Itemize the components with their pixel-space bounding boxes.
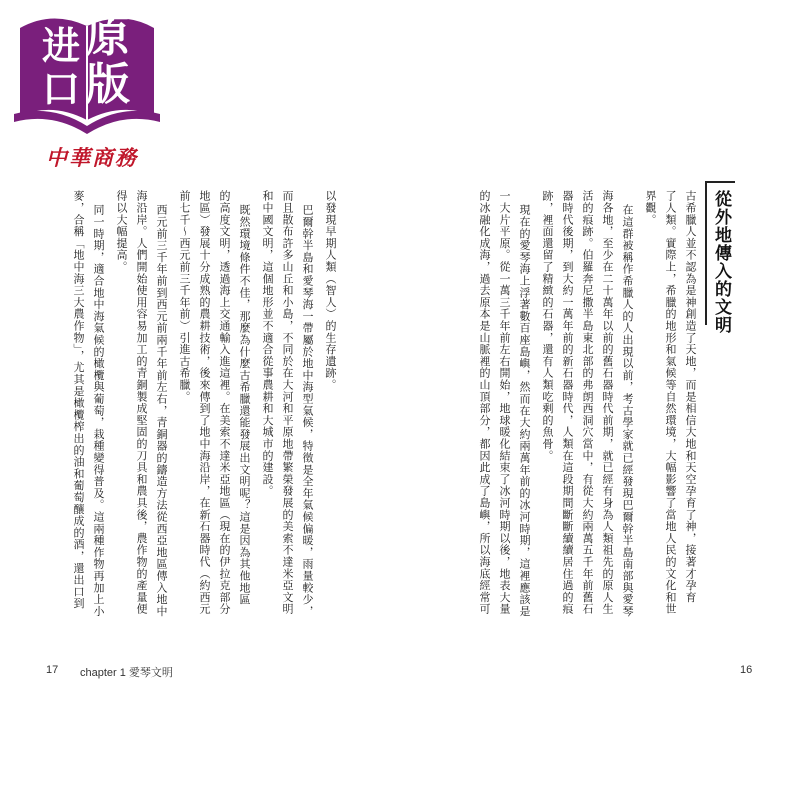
text-column: 海沿岸。人們開始使用容易加工的青銅製成堅固的刀具和農具後，農作物的產量便 <box>135 190 148 615</box>
text-column: 一大片平原。從一萬三千年前左右開始，地球暖化結束了冰河時期以後，地表大量 <box>498 190 511 615</box>
text-column: 以發現早期人類（智人）的生存遺跡。 <box>324 190 337 391</box>
running-head: chapter 1 愛琴文明 <box>80 667 173 679</box>
text-column: 器時代後期，到大約一萬年前的新石器時代，人類在這段期間斷斷續續居住過的痕 <box>561 190 574 615</box>
text-column: 西元前三千年前到西元前兩千年前左右，青銅器的鑄造方法從西亞地區傳入地中 <box>155 204 168 617</box>
text-column: 和中國文明，這個地形並不適合從事農耕和大城市的建設。 <box>261 190 274 497</box>
text-column: 海各地，至少在二十萬年以前的舊石器時代前期，就已經有身為人類祖先的原人生 <box>601 190 614 615</box>
text-column: 得以大幅提高。 <box>115 190 128 273</box>
publisher-mark: 中華商務 <box>46 145 138 170</box>
badge-char-1: 进 <box>42 24 81 68</box>
text-column: 了人類。實際上，希臘的地形和氣候等自然環境，大幅影響了當地人民的文化和世 <box>664 190 677 615</box>
text-column: 既然環境條件不佳，那麼為什麼古希臘還能發展出文明呢？這是因為其他地區 <box>238 204 251 606</box>
text-column: 巴爾幹半島和愛琴海一帶屬於地中海型氣候，特徵是全年氣候偏暖，雨量較少， <box>301 204 314 617</box>
text-column: 界觀。 <box>644 190 657 226</box>
text-column: 跡，裡面還留了精緻的石器，還有人類吃剩的魚骨。 <box>541 190 554 462</box>
section-heading: 從外地傳入的文明 <box>711 190 731 334</box>
badge-char-2: 口 <box>42 67 81 111</box>
import-original-edition-badge <box>12 4 162 172</box>
text-column: 而且散布許多山丘和小島，不同於在大河和平原地帶繁榮發展的美索不達米亞文明 <box>281 190 294 615</box>
page-number-right: 16 <box>740 664 753 676</box>
text-column: 同一時期，適合地中海氣候的橄欖與葡萄，栽種變得普及。這兩種作物再加上小 <box>92 204 105 617</box>
text-column: 的冰融化成海，過去原本是山脈裡的山頂部分，都因此成了島嶼，所以海底經常可 <box>478 190 491 615</box>
text-column: 地區）發展十分成熟的農耕技術，後來傳到了地中海沿岸，在新石器時代（約西元 <box>198 190 211 615</box>
badge-char-3: 原 <box>86 11 130 62</box>
page-number-left: 17 <box>46 664 59 676</box>
badge-char-4: 版 <box>86 59 130 110</box>
text-column: 麥，合稱「地中海三大農作物」，尤其是橄欖榨出的油和葡萄釀成的酒，還出口到 <box>72 190 85 610</box>
text-column: 活的痕跡。伯羅奔尼撒半島東北部的弗朗西洞穴當中，有從大約兩萬五千年前舊石 <box>581 190 594 615</box>
text-column: 現在的愛琴海上浮著數百座島嶼，然而在大約兩萬年前的冰河時期，這裡應該是 <box>518 204 531 617</box>
text-column: 前七千～西元前三千年前）引進古希臘。 <box>178 190 191 403</box>
text-column: 在這群被稱作希臘人的人出現以前，考古學家就已經發現巴爾幹半島南部與愛琴 <box>621 204 634 617</box>
text-column: 古希臘人並不認為是神創造了天地，而是相信大地和天空孕育了神，接著才孕育 <box>684 190 697 603</box>
text-column: 的高度文明，透過海上交通輸入進這裡。在美索不達米亞地區（現在的伊拉克部分 <box>218 190 231 615</box>
